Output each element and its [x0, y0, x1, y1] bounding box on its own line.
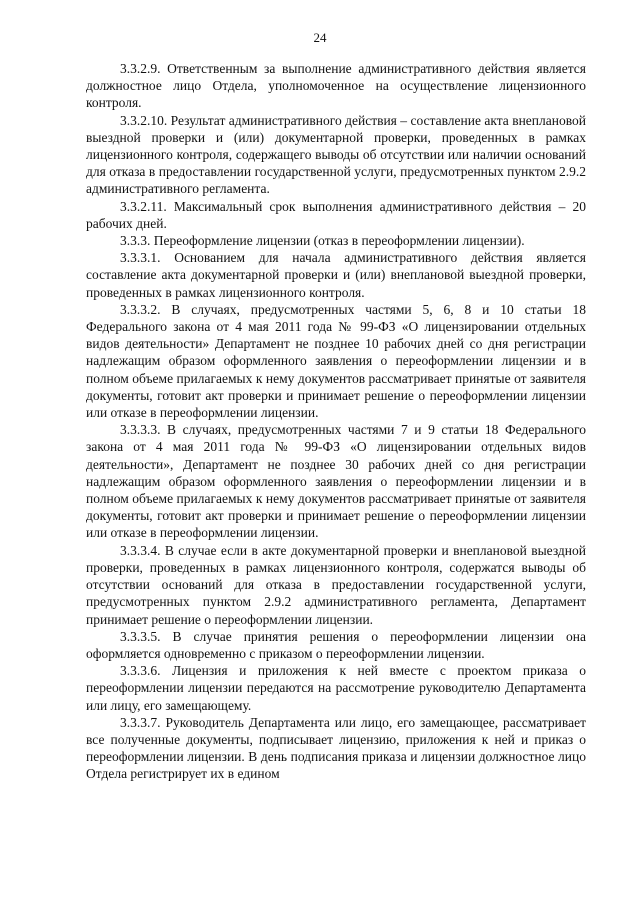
page-number: 24: [313, 30, 327, 45]
paragraph-3-3-3-5: 3.3.3.5. В случае принятия решения о переоформлении лицензии она оформляется одновременно с приказом о переоформлении лицензии.: [86, 628, 586, 661]
paragraph-3-3-2-10: 3.3.2.10. Результат административного действия – составление акта внеплановой выездной проверки и (или) документарной проверки, проведенных в рамках лицензионного контроля, содержащего выводы об отсутствии или наличии оснований для отказа в предоставлении государственной услуги, предусмотренных пунктом 2.9.2 административного регламента.: [86, 112, 586, 197]
document-body: [86, 60, 586, 783]
paragraph-3-3-3-3: 3.3.3.3. В случаях, предусмотренных частями 7 и 9 статьи 18 Федерального закона от 4 мая 2011 года № 99-ФЗ «О лицензировании отдельных видов деятельности», Департамент не позднее 30 рабочих дней со дня регистрации надлежащим образом оформленного заявления о переоформлении лицензии и в полном объеме прилагаемых к нему документов рассматривает принятые от заявителя документы, готовит акт проверки и принимает решение о переоформлении лицензии или отказе в переоформлении лицензии.: [86, 422, 586, 541]
paragraph-3-3-3-4: 3.3.3.4. В случае если в акте документарной проверки и внеплановой выездной проверки, проведенных в рамках лицензионного контроля, содержатся выводы об отсутствии оснований для отказа в предоставлении государственной услуги, предусмотренных пунктом 2.9.2 административного регламента, Департамент принимает решение о переоформлении лицензии.: [86, 542, 586, 627]
paragraph-3-3-3-1: 3.3.3.1. Основанием для начала административного действия является составление акта документарной проверки и (или) внеплановой выездной проверки, проведенных в рамках лицензионного контроля.: [86, 250, 586, 300]
paragraph-3-3-2-11: 3.3.2.11. Максимальный срок выполнения административного действия – 20 рабочих дней.: [86, 198, 586, 231]
section-heading-3-3-3: 3.3.3. Переоформление лицензии (отказ в переоформлении лицензии).: [120, 233, 525, 249]
paragraph-3-3-2-9: 3.3.2.9. Ответственным за выполнение административного действия является должностное лицо Отдела, уполномоченное на осуществление лицензионного контроля.: [86, 61, 586, 111]
paragraph-3-3-3-2: 3.3.3.2. В случаях, предусмотренных частями 5, 6, 8 и 10 статьи 18 Федерального закона от 4 мая 2011 года № 99-ФЗ «О лицензировании отдельных видов деятельности» Департамент не позднее 10 рабочих дней со дня регистрации надлежащим образом оформленного заявления о переоформлении лицензии и в полном объеме прилагаемых к нему документов рассматривает принятые от заявителя документы, готовит акт проверки и принимает решение о переоформлении лицензии или отказе в переоформлении лицензии.: [86, 301, 586, 421]
paragraph-3-3-3-7: 3.3.3.7. Руководитель Департамента или лицо, его замещающее, рассматривает все полученные документы, подписывает лицензию, приложения к ней и приказ о переоформлении лицензии. В день подписания приказа и лицензии должностное лицо Отдела регистрирует их в едином: [86, 714, 586, 782]
paragraph-3-3-3-6: 3.3.3.6. Лицензия и приложения к ней вместе с проектом приказа о переоформлении лицензии передаются на рассмотрение руководителю Департамента или лицу, его замещающему.: [86, 663, 586, 713]
